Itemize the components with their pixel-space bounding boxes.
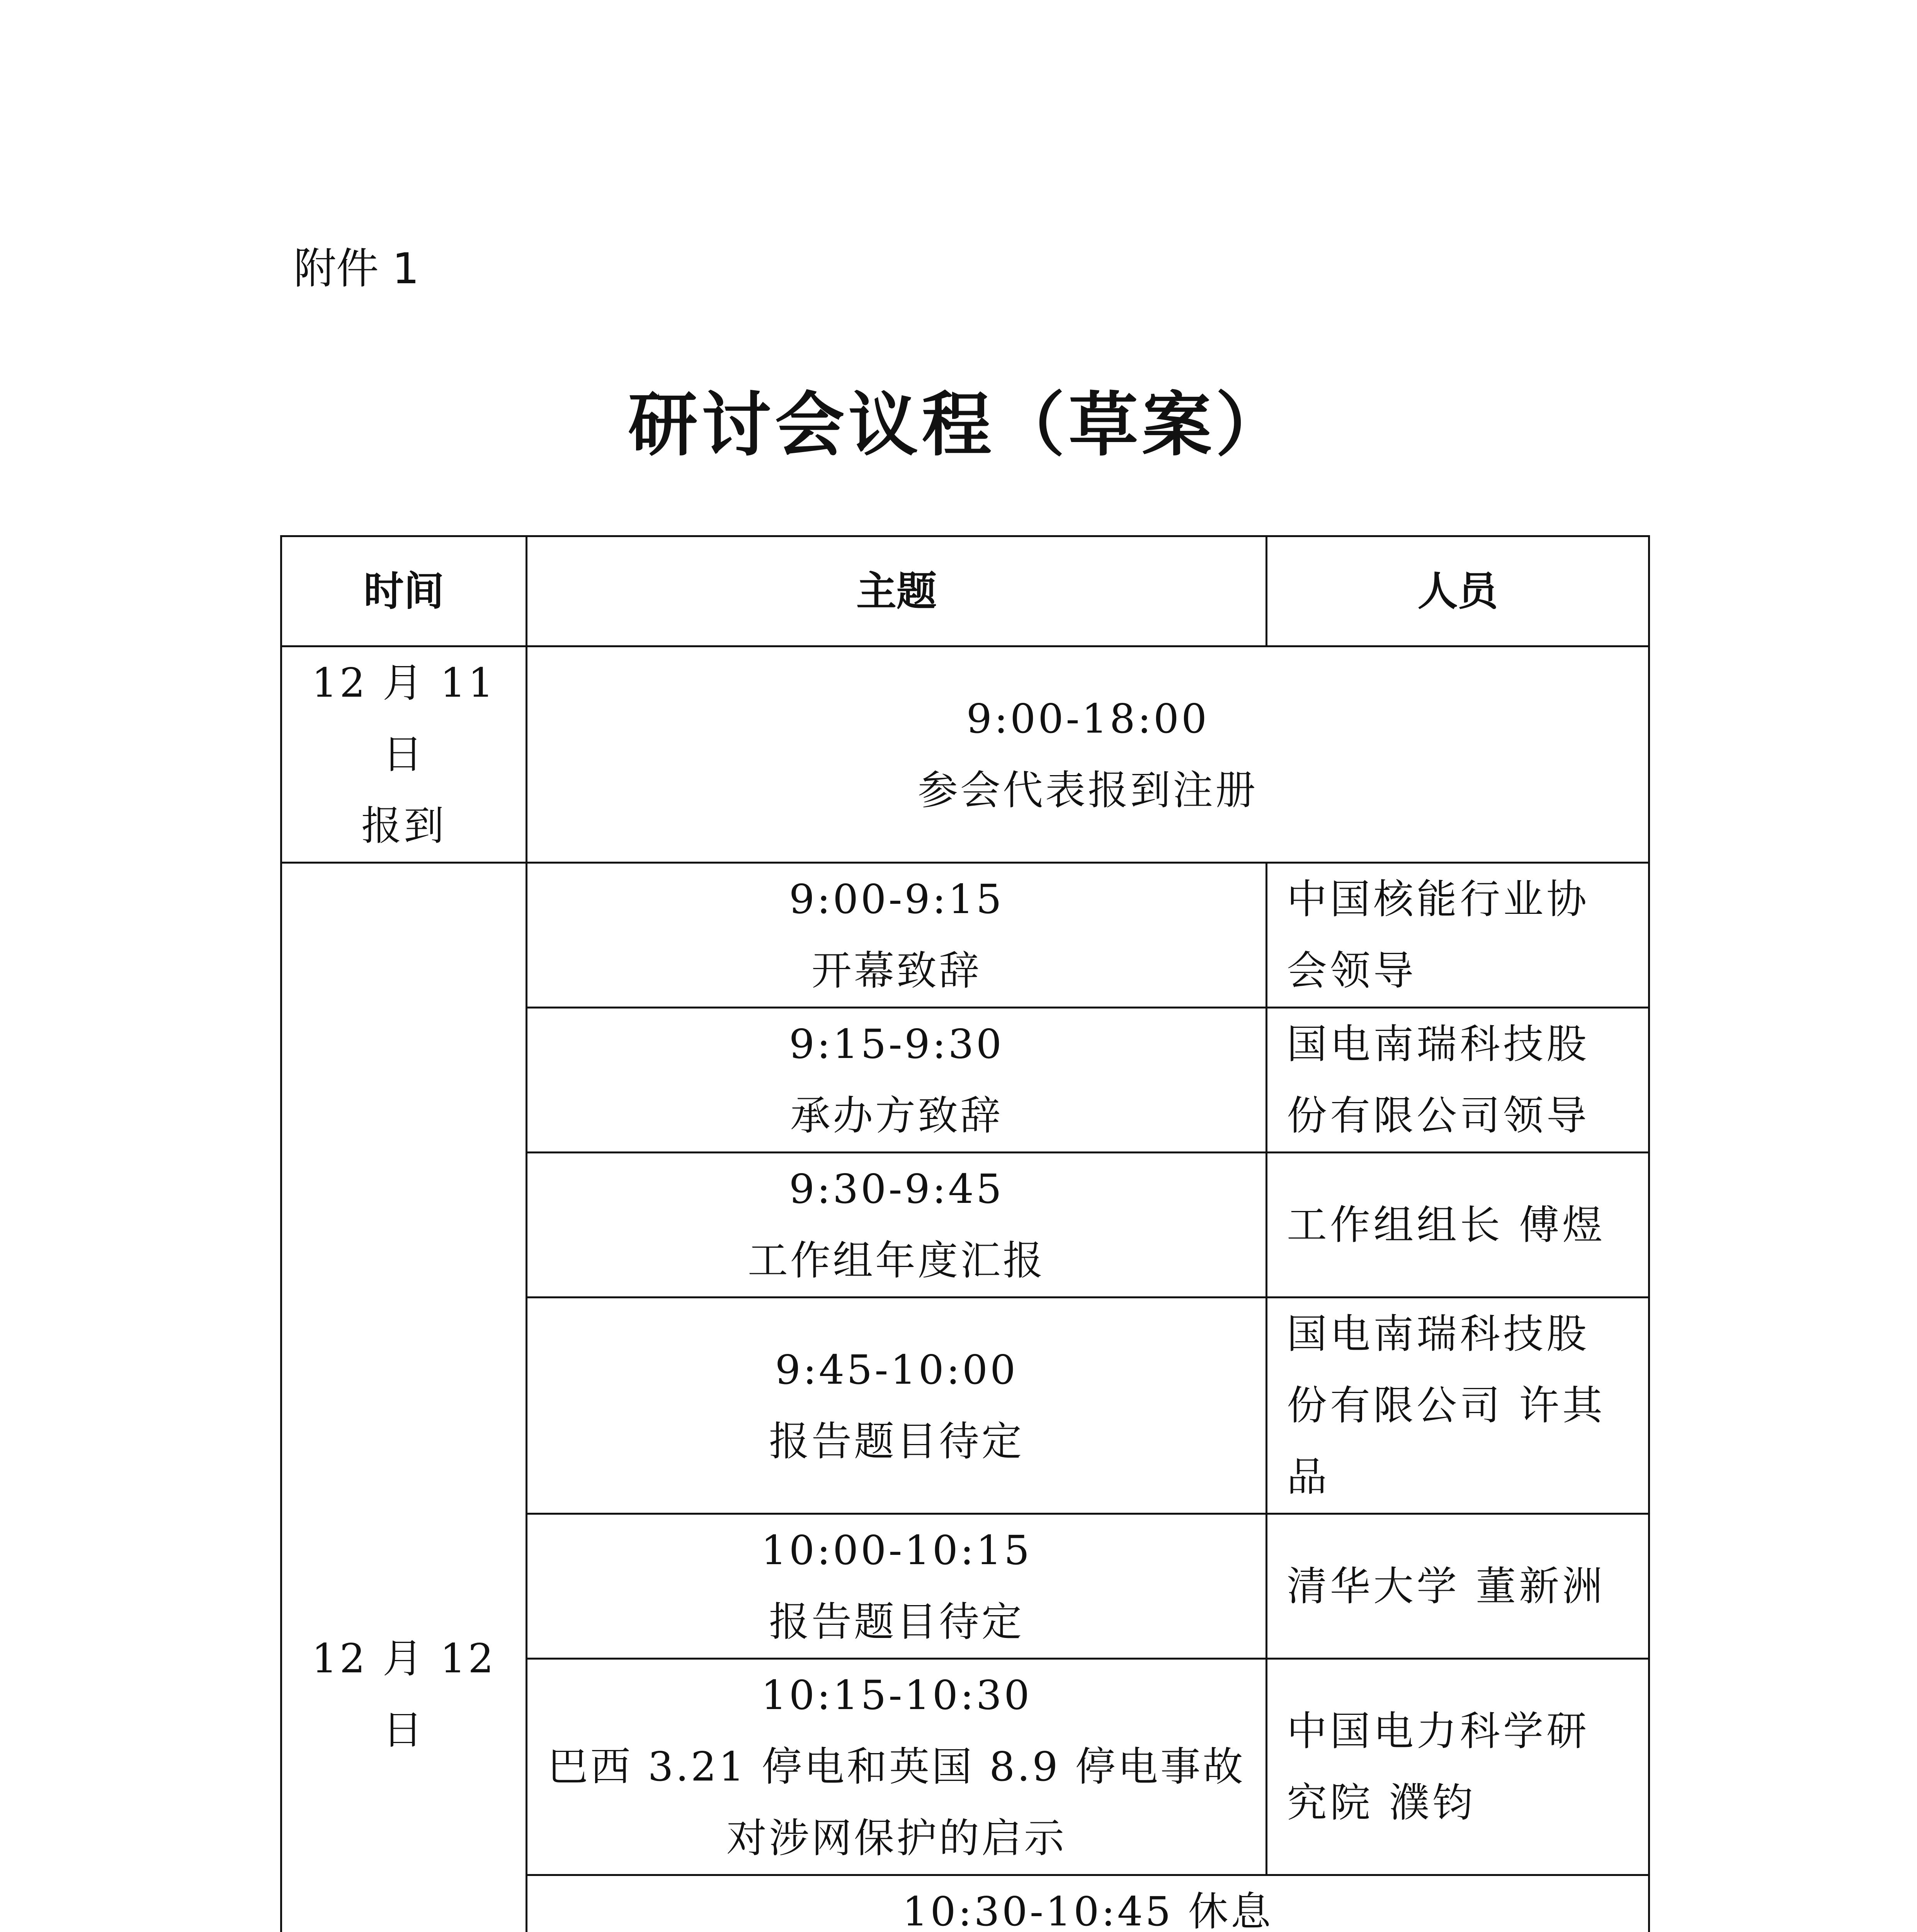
- registration-time: 9:00-18:00: [966, 695, 1209, 742]
- speaker: 清华大学 董新洲: [1287, 1562, 1606, 1610]
- session-time: 9:30-9:45: [789, 1165, 1004, 1213]
- session-time: 9:45-10:00: [775, 1346, 1018, 1393]
- speaker: 份有限公司 许其: [1287, 1382, 1606, 1429]
- person-cell: [1267, 1659, 1649, 1875]
- session-topic: 承办方致辞: [790, 1092, 1003, 1139]
- person-cell: [1267, 1153, 1649, 1298]
- session-time: 9:15-9:30: [789, 1020, 1004, 1068]
- person-cell: [1267, 1298, 1649, 1514]
- attachment-label: 附件 1: [294, 244, 419, 293]
- session-topic: 工作组年度汇报: [747, 1237, 1045, 1284]
- session-time: 9:00-9:15: [789, 876, 1004, 923]
- speaker: 工作组组长 傅煜: [1287, 1201, 1606, 1248]
- day1-note: 报到: [361, 802, 446, 849]
- session-topic: 报告题目待定: [769, 1417, 1024, 1465]
- day1-date: 12 月 11 日: [311, 659, 496, 778]
- day1-date-cell: [281, 646, 527, 863]
- speaker: 国电南瑞科技股: [1287, 1020, 1590, 1068]
- header-person: 人员: [1267, 536, 1649, 646]
- topic-cell: [527, 1514, 1267, 1659]
- session-time: 10:00-10:15: [761, 1527, 1032, 1574]
- header-row: [281, 536, 1649, 646]
- person-cell: [1267, 863, 1649, 1008]
- topic-cell: [527, 1153, 1267, 1298]
- speaker: 中国电力科学研: [1287, 1707, 1590, 1755]
- speaker: 中国核能行业协: [1287, 876, 1590, 923]
- topic-cell: [527, 1298, 1267, 1514]
- person-cell: [1267, 1008, 1649, 1153]
- day2-date-cell: 12 月 12 日: [281, 863, 527, 1932]
- document-title: 研讨会议程（草案）: [628, 384, 1289, 466]
- break-cell: 10:30-10:45 休息: [527, 1875, 1649, 1932]
- registration-cell: [527, 646, 1649, 863]
- speaker: 会领导: [1287, 947, 1417, 994]
- agenda-table: [280, 535, 1650, 1932]
- header-time: 时间: [281, 536, 527, 646]
- day1-row: [281, 646, 1649, 863]
- registration-topic: 参会代表报到注册: [917, 766, 1258, 814]
- header-topic: 主题: [527, 536, 1267, 646]
- day2-schedule: [281, 863, 1649, 1932]
- session-topic: 报告题目待定: [769, 1598, 1024, 1645]
- topic-cell: [527, 863, 1267, 1008]
- speaker: 品: [1287, 1453, 1330, 1500]
- speaker: 究院 濮钧: [1287, 1779, 1476, 1826]
- session-topic: 对涉网保护的启示: [726, 1815, 1067, 1862]
- table-row: [281, 863, 1649, 1008]
- session-topic: 开幕致辞: [811, 947, 981, 994]
- person-cell: [1267, 1514, 1649, 1659]
- topic-cell: [527, 1008, 1267, 1153]
- speaker: 国电南瑞科技股: [1287, 1310, 1590, 1357]
- session-time: 10:15-10:30: [761, 1672, 1032, 1719]
- topic-cell: [527, 1659, 1267, 1875]
- session-topic: 巴西 3.21 停电和英国 8.9 停电事故: [548, 1743, 1245, 1790]
- speaker: 份有限公司领导: [1287, 1092, 1590, 1139]
